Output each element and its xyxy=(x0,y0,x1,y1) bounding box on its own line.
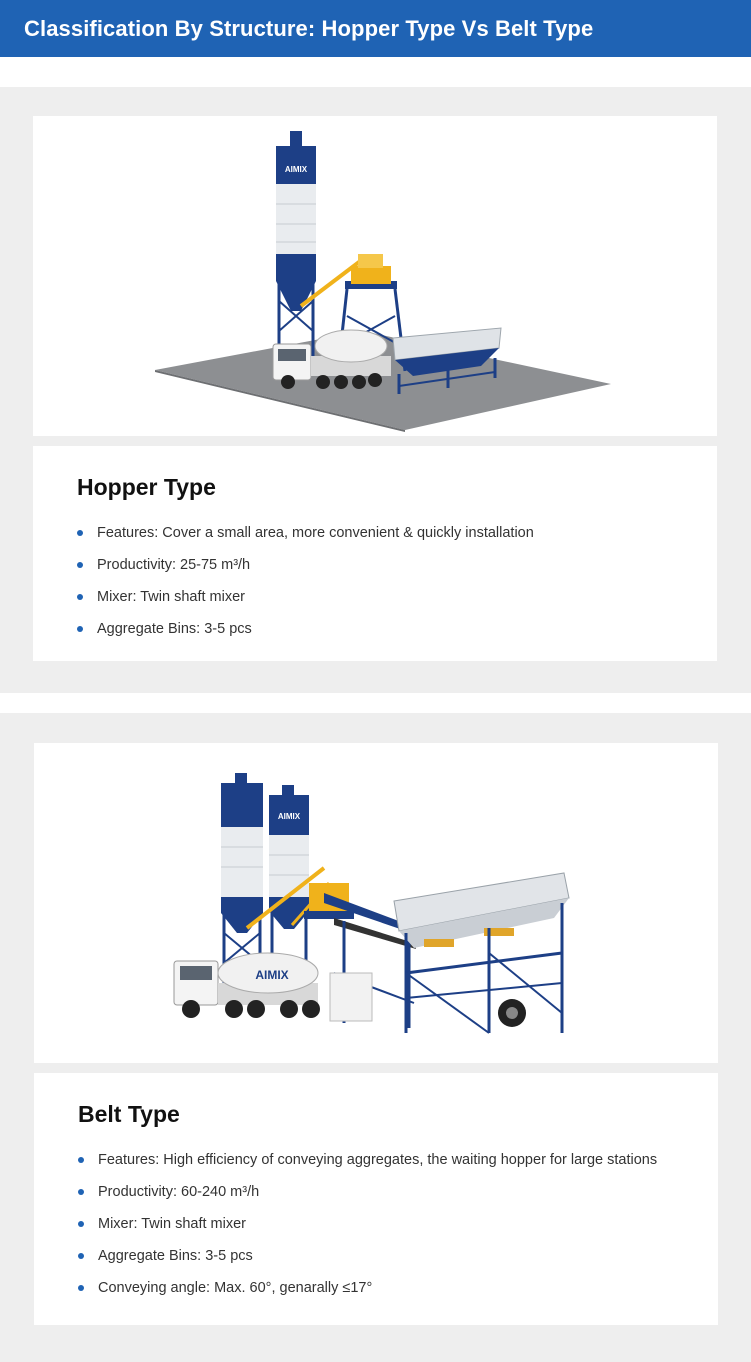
hopper-type-details xyxy=(33,446,717,661)
bullet-icon xyxy=(77,626,83,632)
feature-text: Aggregate Bins: 3-5 pcs xyxy=(98,1248,253,1264)
list-item xyxy=(78,1246,674,1278)
belt-type-title: Belt Type xyxy=(78,1101,180,1127)
silo-logo-text: AIMIX xyxy=(284,165,308,174)
hopper-type-section xyxy=(0,87,751,693)
page-title: Classification By Structure: Hopper Type Vs Belt Type xyxy=(24,15,594,41)
list-item xyxy=(78,1278,674,1310)
list-item xyxy=(78,1182,674,1214)
bullet-icon xyxy=(78,1285,84,1291)
bullet-icon xyxy=(78,1221,84,1227)
hopper-plant-image-card xyxy=(33,116,717,436)
bullet-icon xyxy=(78,1189,84,1195)
feature-text: Mixer: Twin shaft mixer xyxy=(97,589,245,605)
belt-type-details xyxy=(34,1073,718,1325)
bullet-icon xyxy=(77,530,83,536)
hopper-feature-list xyxy=(77,523,673,651)
list-item xyxy=(78,1150,674,1182)
feature-text: Conveying angle: Max. 60°, genarally ≤17° xyxy=(98,1280,373,1296)
feature-text: Mixer: Twin shaft mixer xyxy=(98,1216,246,1232)
bullet-icon xyxy=(77,594,83,600)
feature-text: Features: Cover a small area, more convenient & quickly installation xyxy=(97,525,534,541)
feature-text: Features: High efficiency of conveying aggregates, the waiting hopper for large stations xyxy=(98,1152,658,1168)
feature-text: Productivity: 60-240 m³/h xyxy=(98,1184,260,1200)
hopper-plant-illustration xyxy=(33,116,717,436)
feature-text: Productivity: 25-75 m³/h xyxy=(97,557,251,573)
belt-plant-illustration xyxy=(34,743,718,1063)
bullet-icon xyxy=(77,562,83,568)
belt-plant-image-card xyxy=(34,743,718,1063)
feature-text: Aggregate Bins: 3-5 pcs xyxy=(97,621,252,637)
bullet-icon xyxy=(78,1157,84,1163)
belt-feature-list xyxy=(78,1150,674,1310)
truck-logo-text: AIMIX xyxy=(255,968,289,982)
list-item xyxy=(77,619,673,651)
list-item xyxy=(77,523,673,555)
list-item xyxy=(77,587,673,619)
header-bar xyxy=(0,0,751,57)
silo-logo-text: AIMIX xyxy=(277,812,301,821)
belt-type-section xyxy=(0,713,751,1362)
bullet-icon xyxy=(78,1253,84,1259)
list-item xyxy=(78,1214,674,1246)
list-item xyxy=(77,555,673,587)
hopper-type-title: Hopper Type xyxy=(77,474,216,500)
